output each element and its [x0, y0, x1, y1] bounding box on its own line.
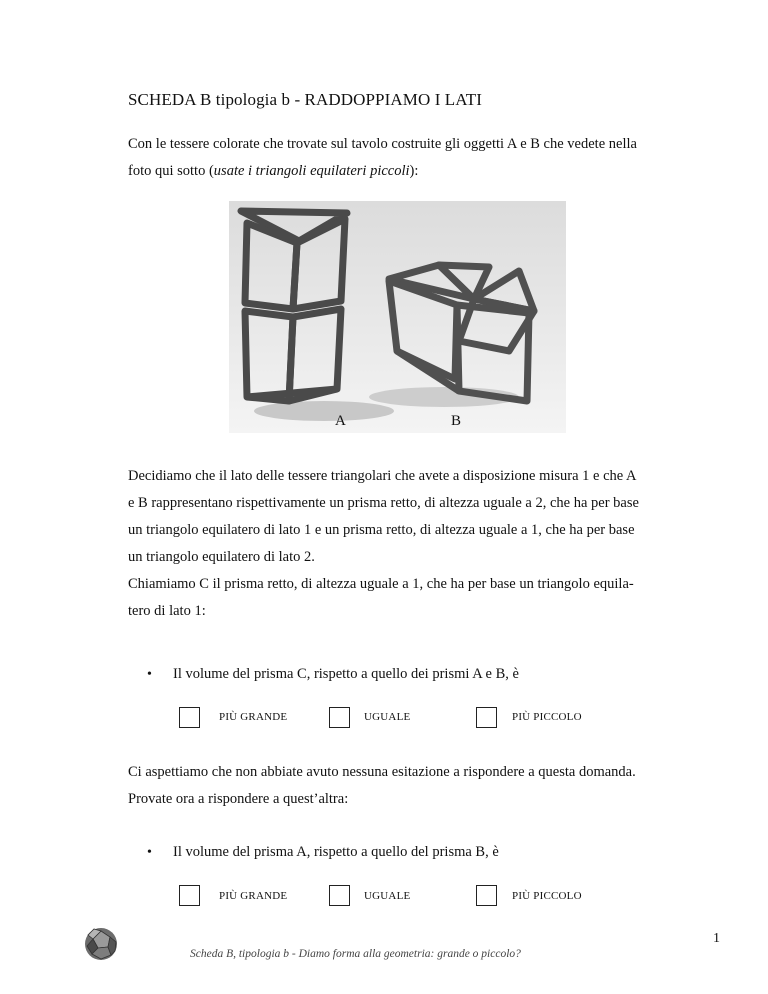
page-number: 1: [713, 931, 720, 946]
prism-c-paragraph: [128, 571, 668, 625]
option-smaller-checkbox-q1[interactable]: [476, 707, 497, 728]
intro-line-2-end: ):: [409, 163, 419, 179]
option-equal-checkbox-q1[interactable]: [329, 707, 350, 728]
option-equal-label-q2: UGUALE: [364, 890, 411, 902]
option-larger-checkbox-q2[interactable]: [179, 885, 200, 906]
prisms-photo: [229, 201, 566, 433]
transition-line-2: Provate ora a rispondere a quest’altra:: [128, 791, 349, 807]
definition-line-3: un triangolo equilatero di lato 1 e un prisma retto, di altezza uguale a 1, che ha per base: [128, 522, 635, 538]
intro-line-2: [128, 158, 668, 185]
option-equal-label-q1: UGUALE: [364, 711, 411, 723]
transition-paragraph: [128, 759, 668, 813]
definition-line-2: e B rappresentano rispettivamente un prisma retto, di altezza uguale a 2, che ha per base: [128, 495, 639, 511]
option-smaller-label-q1: PIÙ PICCOLO: [512, 711, 582, 723]
page-title: SCHEDA B tipologia b - RADDOPPIAMO I LATI: [128, 90, 483, 109]
question-2-text: Il volume del prisma A, rispetto a quello del prisma B, è: [173, 844, 499, 860]
bullet-2: •: [147, 845, 152, 860]
transition-line-1: Ci aspettiamo che non abbiate avuto nessuna esitazione a rispondere a questa domanda.: [128, 764, 636, 780]
label-b: B: [451, 413, 462, 429]
bullet-1: •: [147, 667, 152, 682]
definition-paragraph: [128, 463, 668, 571]
polyhedron-logo-icon: [84, 927, 118, 961]
prism-c-line-1: Chiamiamo C il prisma retto, di altezza uguale a 1, che ha per base un triangolo equila-: [128, 576, 634, 592]
option-smaller-label-q2: PIÙ PICCOLO: [512, 890, 582, 902]
intro-paragraph: [128, 131, 668, 185]
option-larger-label-q2: PIÙ GRANDE: [219, 890, 288, 902]
intro-line-1: Con le tessere colorate che trovate sul tavolo costruite gli oggetti A e B che vedete nella: [128, 136, 637, 152]
question-1-text: Il volume del prisma C, rispetto a quello dei prismi A e B, è: [173, 666, 519, 682]
option-smaller-checkbox-q2[interactable]: [476, 885, 497, 906]
footer-text: Scheda B, tipologia b - Diamo forma alla geometria: grande o piccolo?: [190, 948, 521, 960]
option-equal-checkbox-q2[interactable]: [329, 885, 350, 906]
prism-c-line-2: tero di lato 1:: [128, 603, 206, 619]
option-larger-label-q1: PIÙ GRANDE: [219, 711, 288, 723]
definition-line-4: un triangolo equilatero di lato 2.: [128, 549, 315, 565]
option-larger-checkbox-q1[interactable]: [179, 707, 200, 728]
definition-line-1: Decidiamo che il lato delle tessere triangolari che avete a disposizione misura 1 e che A: [128, 468, 637, 484]
intro-line-2-start: foto qui sotto (: [128, 163, 214, 179]
intro-line-2-italic: usate i triangoli equilateri piccoli: [213, 163, 410, 179]
label-a: A: [335, 413, 346, 429]
